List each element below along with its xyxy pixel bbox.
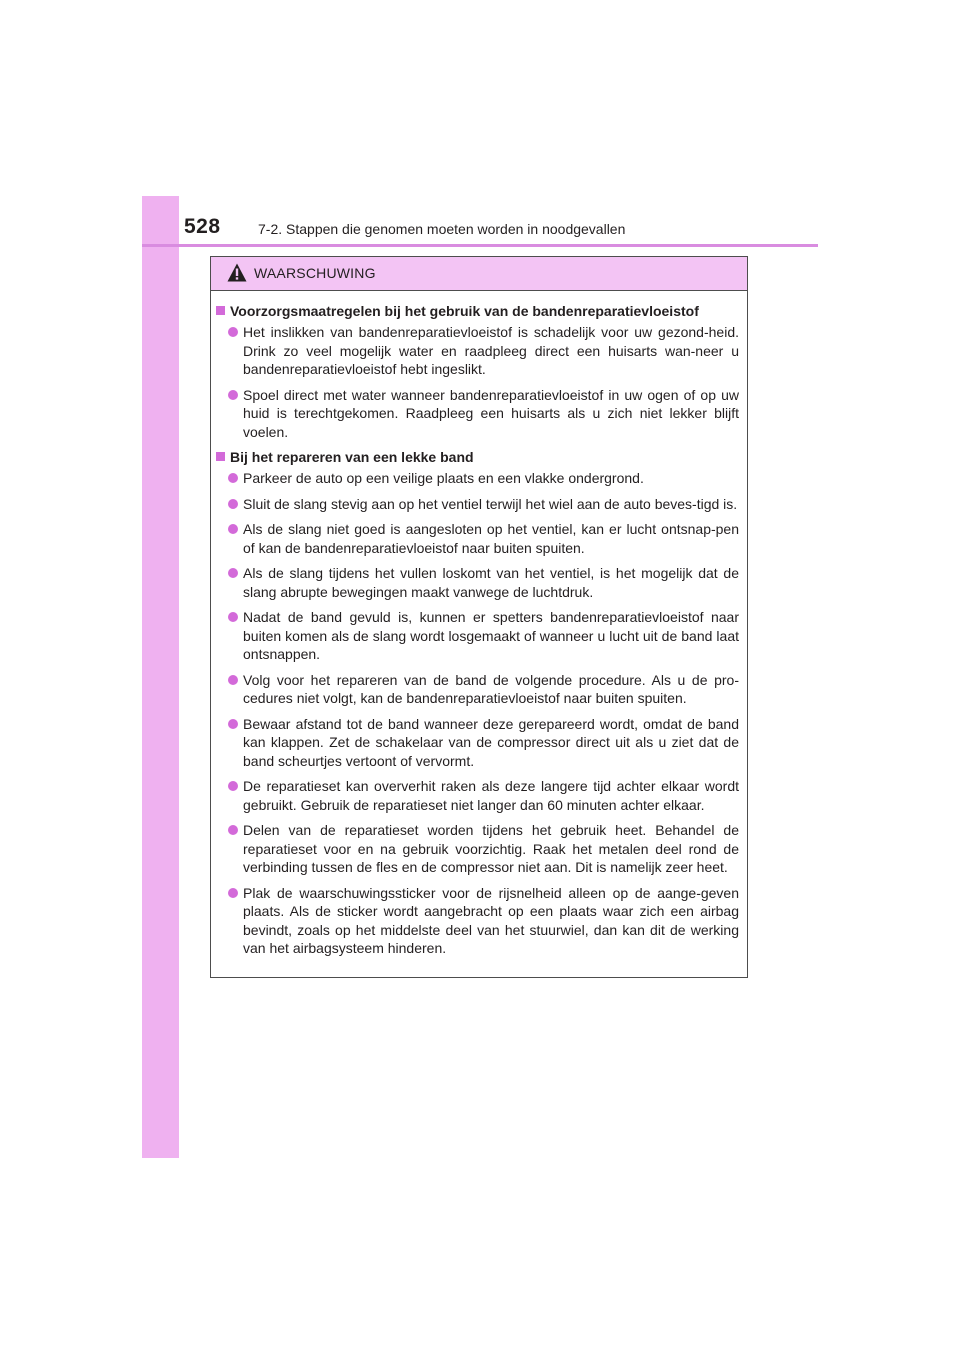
list-item-text: Als de slang tijdens het vullen loskomt van het ventiel, is het mogelijk dat de slang abrupte bewegingen maakt vanwege de luchtdruk.: [243, 565, 739, 600]
list-item: [216, 469, 739, 488]
list-item-text: Plak de waarschuwingssticker voor de rijsnelheid alleen op de aange-geven plaats. Als de sticker wordt aangebracht op een plaats waar zich een airbag bevindt, zoals op het middelste deel van het stuurwiel, dan kan dit de werking van het airbagsysteem hinderen.: [243, 884, 739, 956]
list-item-text: Nadat de band gevuld is, kunnen er spetters bandenreparatievloeistof naar buiten komen als de slang wordt losgemaakt of wanneer u lucht uit de band laat ontsnappen.: [243, 609, 739, 662]
warning-header: [211, 257, 747, 291]
section-title: 7-2. Stappen die genomen moeten worden in noodgevallen: [258, 221, 626, 237]
list-item-text: Parkeer de auto op een veilige plaats en een vlakke ondergrond.: [243, 470, 644, 486]
list-item: [216, 715, 739, 771]
square-bullet-icon: [216, 306, 225, 315]
circle-bullet-icon: [228, 327, 238, 337]
header-rule: [142, 244, 818, 247]
page-number: 528: [184, 215, 221, 238]
square-bullet-icon: [216, 452, 225, 461]
chapter-tab-band: [142, 196, 179, 1158]
circle-bullet-icon: [228, 568, 238, 578]
list-item: [216, 564, 739, 601]
circle-bullet-icon: [228, 612, 238, 622]
list-item: [216, 777, 739, 814]
warning-body: [211, 291, 747, 958]
list-item: [216, 821, 739, 877]
list-item-text: Als de slang niet goed is aangesloten op het ventiel, kan er lucht ontsnap-pen of kan de bandenreparatievloeistof naar buiten spuiten.: [243, 521, 739, 556]
circle-bullet-icon: [228, 719, 238, 729]
list-item-text: Delen van de reparatieset worden tijdens het gebruik heet. Behandel de reparatieset voor en na gebruik voorzichtig. Raak het metalen deel rond de verbinding tussen de fles en de compressor niet aan. Dit is namelijk zeer heet.: [243, 822, 739, 875]
list-item-text: Sluit de slang stevig aan op het ventiel terwijl het wiel aan de auto beves-tigd is.: [243, 495, 738, 512]
list-item: [216, 323, 739, 379]
list-item: [216, 671, 739, 708]
list-item-text: Spoel direct met water wanneer bandenreparatievloeistof in uw ogen of op uw huid is terechtgekomen. Raadpleeg een huisarts als u zich niet lekker blijft voelen.: [243, 386, 739, 440]
circle-bullet-icon: [228, 675, 238, 685]
warning-title: WAARSCHUWING: [254, 265, 376, 281]
circle-bullet-icon: [228, 888, 238, 898]
section-heading-text: Voorzorgsmaatregelen bij het gebruik van de bandenreparatievloeistof: [230, 303, 699, 319]
list-item: [216, 608, 739, 664]
list-item: [216, 884, 739, 958]
warning-section-sealant-precautions: [216, 302, 739, 441]
list-item-text: Bewaar afstand tot de band wanneer deze gerepareerd wordt, omdat de band kan klappen. Zet de schakelaar van de compressor direct uit als u ziet dat de band scheurtjes vertoont of vervormt.: [243, 715, 739, 769]
circle-bullet-icon: [228, 524, 238, 534]
circle-bullet-icon: [228, 781, 238, 791]
circle-bullet-icon: [228, 825, 238, 835]
warning-triangle-icon: [227, 263, 247, 282]
list-item: [216, 495, 739, 514]
warning-section-repairing-flat: [216, 448, 739, 958]
list-item: [216, 520, 739, 557]
section-heading: [216, 448, 739, 467]
circle-bullet-icon: [228, 499, 238, 509]
warning-box: [210, 256, 748, 978]
circle-bullet-icon: [228, 390, 238, 400]
list-item-text: Het inslikken van bandenreparatievloeistof is schadelijk voor uw gezond-heid. Drink zo veel mogelijk water en raadpleeg direct een huisarts wan-neer u bandenreparatievloeistof hebt ingeslikt.: [243, 324, 739, 377]
section-heading: [216, 302, 739, 321]
circle-bullet-icon: [228, 473, 238, 483]
list-item-text: De reparatieset kan oververhit raken als deze langere tijd achter elkaar wordt gebruikt. Gebruik de reparatieset niet langer dan 60 minuten achter elkaar.: [243, 778, 739, 813]
list-item: [216, 386, 739, 442]
list-item-text: Volg voor het repareren van de band de volgende procedure. Als u de pro-cedures niet volgt, kan de bandenreparatievloeistof naar buiten spuiten.: [243, 671, 739, 706]
section-heading-text: Bij het repareren van een lekke band: [230, 449, 474, 465]
